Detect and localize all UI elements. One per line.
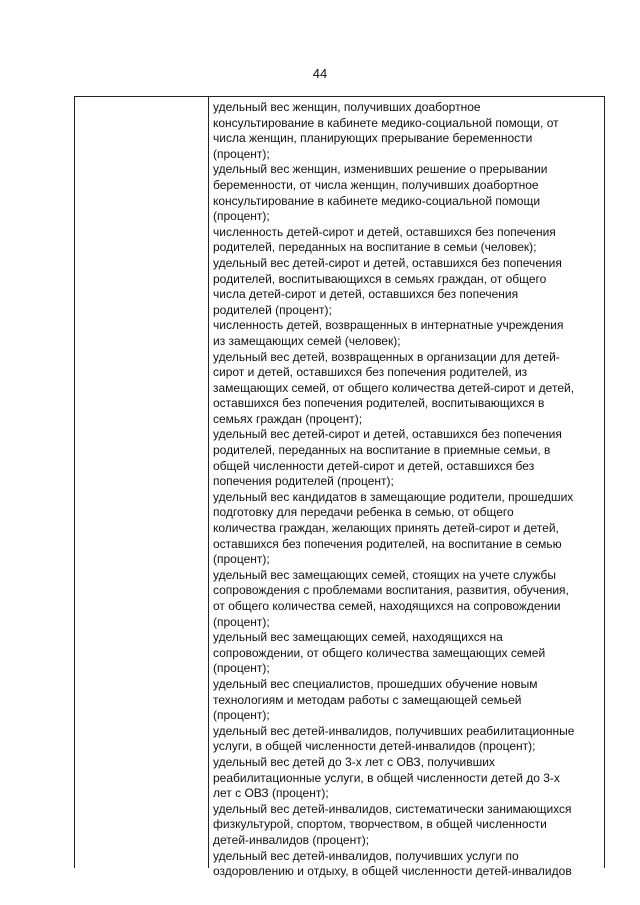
indicator-item: удельный вес замещающих семей, стоящих на учете службы сопровождения с проблемами воспитания, развития, обучения, от общего количества семей, находящихся на сопровождении (процент); (213, 567, 569, 629)
indicator-item: удельный вес детей-сирот и детей, оставшихся без попечения родителей, переданных на воспитание в приемные семьи, в общей численности детей-сирот и детей, оставшихся без попечения родителей (процент); (213, 427, 562, 489)
page-number: 44 (312, 66, 328, 81)
indicator-item: удельный вес детей-инвалидов, получивших реабилитационные услуги, в общей численности детей-инвалидов (процент); (213, 723, 575, 754)
indicator-item: удельный вес детей-сирот и детей, оставшихся без попечения родителей, воспитывающихся в семьях граждан, от общего числа детей-сирот и детей, оставшихся без попечения родителей (процент); (213, 255, 562, 317)
indicator-item: удельный вес женщин, изменивших решение о прерывании беременности, от числа женщин, получивших доабортное консультирование в кабинете медико-социальной помощи (процент); (213, 162, 548, 224)
indicator-item: удельный вес детей-инвалидов, систематически занимающихся физкультурой, спортом, творчеством, в общей численности детей-инвалидов (процент); (213, 801, 572, 847)
indicator-item: удельный вес детей до 3-х лет с ОВЗ, получивших реабилитационные услуги, в общей численности детей до 3-х лет с ОВЗ (процент); (213, 754, 560, 801)
indicators-table (74, 96, 605, 879)
table-left-cell (75, 97, 209, 868)
indicator-item: удельный вес женщин, получивших доабортное консультирование в кабинете медико-социальной помощи, от числа женщин, планирующих прерывание беременности (процент); (213, 100, 559, 161)
indicator-item: численность детей-сирот и детей, оставшихся без попечения родителей, переданных на воспитание в семьи (человек); (213, 224, 556, 255)
indicator-item: удельный вес кандидатов в замещающие родители, прошедших подготовку для передачи ребенка в семью, от общего количества граждан, желающих принять детей-сирот и детей, оставшихся без попечения родителей, на воспитание в семью (процент); (213, 489, 574, 567)
table-right-cell (209, 97, 604, 879)
indicator-item: удельный вес замещающих семей, находящихся на сопровождении, от общего количества замещающих семей (процент); (213, 630, 546, 676)
indicator-item: удельный вес специалистов, прошедших обучение новым технологиям и методам работы с замещающей семьей (процент); (213, 676, 538, 723)
indicator-item: численность детей, возвращенных в интернатные учреждения из замещающих семей (человек); (213, 318, 564, 348)
indicator-item: удельный вес детей-инвалидов, получивших услуги по оздоровлению и отдыху, в общей численности детей-инвалидов (213, 848, 572, 879)
indicator-item: удельный вес детей, возвращенных в организации для детей- сирот и детей, оставшихся без попечения родителей, из замещающих семей, от общего количества детей-сирот и детей, оставшихся без попечения родителей, воспитывающихся в семьях граждан (процент); (213, 349, 575, 426)
